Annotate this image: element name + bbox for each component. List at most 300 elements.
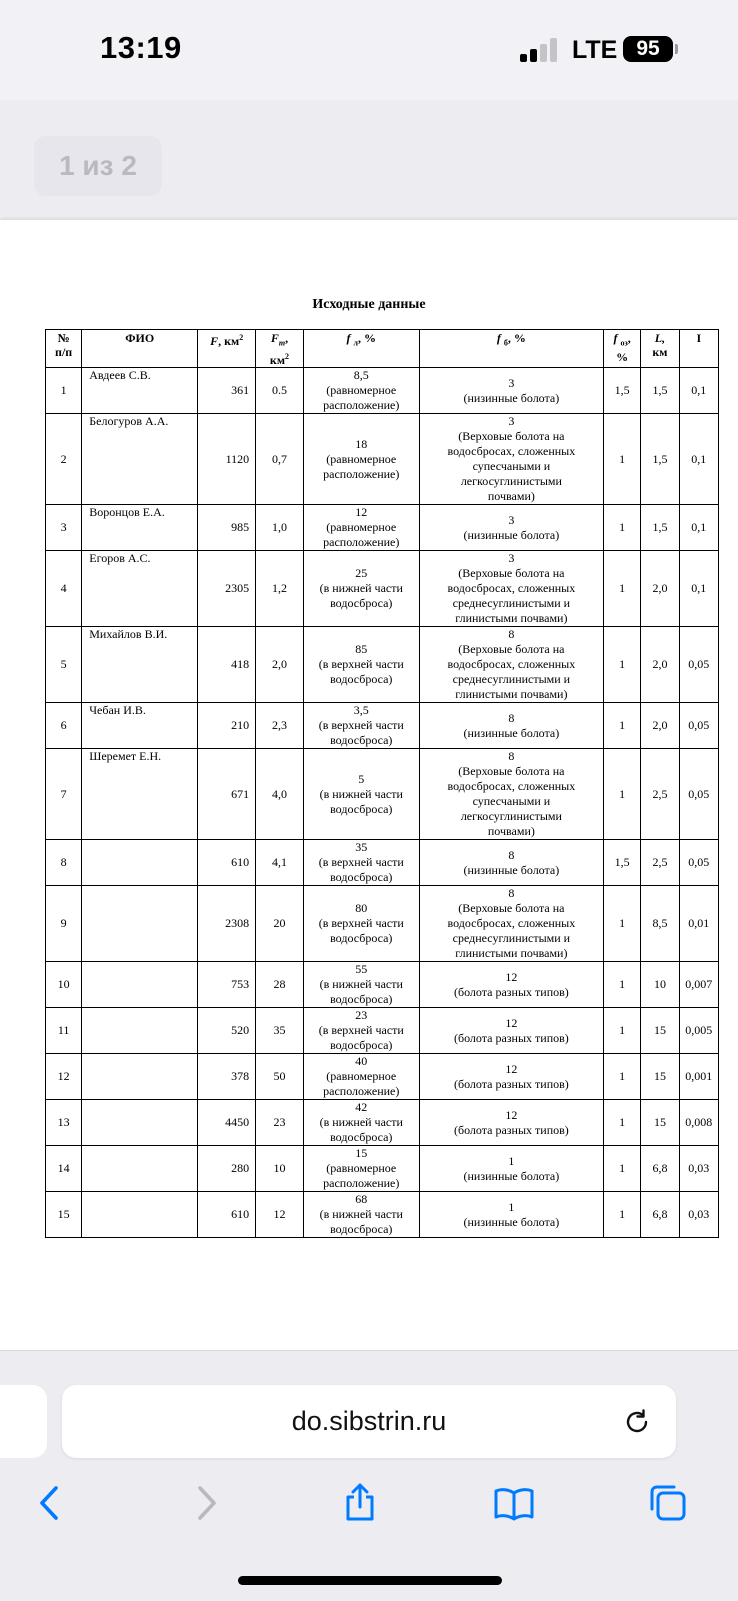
- cell-F: [198, 1008, 256, 1054]
- table-row: [46, 840, 719, 886]
- cell-fl: [303, 627, 419, 703]
- cell-text: 10: [57, 977, 70, 992]
- cell-text: 418: [231, 657, 250, 672]
- cell-text: 1,5: [652, 383, 668, 398]
- cell-n: [46, 1008, 82, 1054]
- cell-fl: [303, 551, 419, 627]
- cell-line: (равномерное: [326, 1161, 397, 1176]
- cell-F: [198, 551, 256, 627]
- cell-line: 85: [355, 642, 368, 657]
- cell-text: 4: [60, 581, 67, 596]
- cell-line: 8: [508, 847, 515, 862]
- table-row: [46, 1008, 719, 1054]
- cell-line: супесчаными и: [472, 459, 551, 474]
- cell-text: 0.5: [271, 383, 287, 398]
- cell-line: (Верховые болота на: [458, 764, 565, 779]
- cell-foz: [604, 1100, 641, 1146]
- bookmarks-icon[interactable]: [494, 1483, 534, 1523]
- cell-text: 753: [231, 977, 250, 992]
- cell-line: (болота разных типов): [453, 1076, 569, 1091]
- cell-text: Чебан И.В.: [89, 703, 146, 718]
- cell-F: [198, 703, 256, 749]
- cell-fb: [419, 505, 603, 551]
- cell-Fm: [256, 840, 304, 886]
- cell-line: 3: [508, 512, 515, 527]
- cell-line: 80: [355, 901, 368, 916]
- cell-text: 6,8: [652, 1207, 668, 1222]
- cell-foz: [604, 627, 641, 703]
- cell-line: (равномерное: [326, 451, 397, 466]
- cell-line: глинистыми почвами): [455, 946, 568, 961]
- cell-text: 5: [60, 657, 67, 672]
- cell-L: [641, 1192, 679, 1238]
- cell-line: (в верхней части: [318, 855, 404, 870]
- table-row: [46, 551, 719, 627]
- cell-text: 1,5: [614, 855, 630, 870]
- cell-text: 0,05: [688, 657, 710, 672]
- cell-text: 1: [619, 1115, 626, 1130]
- cell-name: [82, 703, 198, 749]
- cell-line: (болота разных типов): [453, 984, 569, 999]
- cell-text: 2308: [225, 916, 250, 931]
- cell-text: 8,5: [652, 916, 668, 931]
- cell-text: 520: [231, 1023, 250, 1038]
- signal-icon: [520, 38, 560, 62]
- cell-foz: [604, 1008, 641, 1054]
- cell-L: [641, 703, 679, 749]
- cell-text: 11: [57, 1023, 70, 1038]
- cell-line: 15: [355, 1146, 368, 1161]
- cell-text: Белогуров А.А.: [89, 414, 169, 429]
- cell-fl: [303, 368, 419, 414]
- cell-line: водосброса): [330, 992, 393, 1007]
- cell-fl: [303, 886, 419, 962]
- cell-text: 210: [231, 718, 250, 733]
- cell-name: [82, 414, 198, 505]
- cell-Fm: [256, 627, 304, 703]
- cell-F: [198, 1054, 256, 1100]
- cell-text: 2305: [225, 581, 250, 596]
- cell-text: 23: [273, 1115, 286, 1130]
- cell-Fm: [256, 1008, 304, 1054]
- tabs-icon[interactable]: [648, 1483, 688, 1523]
- cell-name: [82, 368, 198, 414]
- cell-I: [679, 414, 718, 505]
- home-indicator[interactable]: [238, 1576, 502, 1585]
- cell-I: [679, 703, 718, 749]
- table-row: [46, 627, 719, 703]
- cell-Fm: [256, 505, 304, 551]
- cell-text: 0,03: [688, 1207, 710, 1222]
- cell-text: 50: [273, 1069, 286, 1084]
- cell-line: (в верхней части: [318, 916, 404, 931]
- cell-L: [641, 1008, 679, 1054]
- cell-line: (равномерное: [326, 520, 397, 535]
- cell-F: [198, 1100, 256, 1146]
- header-fb: f $_б$, %: [419, 330, 603, 368]
- cell-foz: [604, 962, 641, 1008]
- cell-line: водосбросах, сложенных: [447, 657, 576, 672]
- cell-F: [198, 962, 256, 1008]
- cell-Fm: [256, 1146, 304, 1192]
- cell-line: водосбросах, сложенных: [447, 916, 576, 931]
- cell-text: Михайлов В.И.: [89, 627, 168, 642]
- cell-line: 8: [508, 710, 515, 725]
- cell-fb: [419, 749, 603, 840]
- cell-F: [198, 886, 256, 962]
- cell-text: 1,5: [652, 520, 668, 535]
- cell-F: [198, 368, 256, 414]
- cell-fb: [419, 551, 603, 627]
- cell-line: 12: [505, 1061, 518, 1076]
- cell-fb: [419, 1100, 603, 1146]
- cell-text: 2: [60, 451, 67, 466]
- cell-line: (болота разных типов): [453, 1122, 569, 1137]
- battery-level: 95: [636, 37, 660, 60]
- cell-foz: [604, 414, 641, 505]
- cell-line: (в верхней части: [318, 657, 404, 672]
- battery-icon: [623, 36, 673, 62]
- cell-F: [198, 749, 256, 840]
- cell-fb: [419, 1008, 603, 1054]
- cell-n: [46, 1146, 82, 1192]
- cell-fb: [419, 703, 603, 749]
- cell-name: [82, 551, 198, 627]
- cell-line: легкосуглинистыми: [460, 809, 562, 824]
- cell-text: 671: [231, 786, 250, 801]
- cell-Fm: [256, 749, 304, 840]
- cell-text: 0,007: [685, 977, 713, 992]
- cell-line: 55: [355, 962, 368, 977]
- cell-text: 1: [619, 657, 626, 672]
- cell-text: 15: [653, 1023, 666, 1038]
- cell-text: 0,05: [688, 718, 710, 733]
- cell-text: 1: [619, 520, 626, 535]
- cell-text: 1: [619, 1069, 626, 1084]
- cell-Fm: [256, 551, 304, 627]
- cell-n: [46, 627, 82, 703]
- cell-text: 0,1: [691, 383, 707, 398]
- cell-n: [46, 414, 82, 505]
- cell-line: 1: [508, 1199, 515, 1214]
- cell-F: [198, 627, 256, 703]
- table-row: [46, 414, 719, 505]
- cell-line: 3: [508, 551, 515, 566]
- cell-Fm: [256, 414, 304, 505]
- table-row: [46, 1100, 719, 1146]
- cell-line: 3: [508, 414, 515, 429]
- cell-fb: [419, 368, 603, 414]
- cell-text: 35: [273, 1023, 286, 1038]
- cell-text: 8: [60, 855, 67, 870]
- cell-text: 280: [231, 1161, 250, 1176]
- cell-text: 361: [231, 383, 250, 398]
- cell-I: [679, 1100, 718, 1146]
- cell-text: 4,1: [271, 855, 287, 870]
- cell-text: 0,05: [688, 786, 710, 801]
- cell-I: [679, 551, 718, 627]
- cell-line: водосброса): [330, 1038, 393, 1053]
- cell-text: 10: [653, 977, 666, 992]
- network-type: LTE: [572, 36, 618, 64]
- cell-line: супесчаными и: [472, 794, 551, 809]
- cell-fb: [419, 1192, 603, 1238]
- cell-text: 1: [619, 916, 626, 931]
- cell-name: [82, 840, 198, 886]
- cell-n: [46, 1100, 82, 1146]
- cell-text: 12: [273, 1207, 286, 1222]
- cell-text: 15: [653, 1069, 666, 1084]
- cell-line: среднесуглинистыми и: [452, 931, 571, 946]
- cell-line: 25: [355, 566, 368, 581]
- cell-text: 1: [619, 451, 626, 466]
- cell-text: 2,0: [652, 718, 668, 733]
- cell-I: [679, 1054, 718, 1100]
- cell-foz: [604, 1054, 641, 1100]
- cell-I: [679, 1008, 718, 1054]
- cell-line: 8,5: [353, 368, 369, 383]
- cell-line: 5: [358, 771, 365, 786]
- cell-F: [198, 840, 256, 886]
- cell-line: 1: [508, 1153, 515, 1168]
- cell-text: 1: [619, 977, 626, 992]
- cell-line: (в нижней части: [319, 977, 403, 992]
- cell-text: 28: [273, 977, 286, 992]
- cell-line: 12: [505, 969, 518, 984]
- cell-line: (в нижней части: [319, 581, 403, 596]
- cell-line: водосброса): [330, 1130, 393, 1145]
- cell-fl: [303, 1008, 419, 1054]
- cell-name: [82, 1054, 198, 1100]
- cell-text: 2,0: [652, 657, 668, 672]
- cell-F: [198, 1146, 256, 1192]
- back-icon[interactable]: [30, 1483, 70, 1523]
- cell-text: 15: [57, 1207, 70, 1222]
- cell-line: расположение): [323, 398, 400, 413]
- cell-Fm: [256, 1100, 304, 1146]
- cell-line: 35: [355, 840, 368, 855]
- cell-foz: [604, 368, 641, 414]
- cell-line: (в нижней части: [319, 786, 403, 801]
- cell-L: [641, 962, 679, 1008]
- cell-text: 6,8: [652, 1161, 668, 1176]
- cell-line: 8: [508, 749, 515, 764]
- cell-text: 4450: [225, 1115, 250, 1130]
- table-row: [46, 703, 719, 749]
- header-L: L, км: [641, 330, 679, 368]
- cell-line: легкосуглинистыми: [460, 474, 562, 489]
- cell-text: 1,5: [614, 383, 630, 398]
- forward-icon[interactable]: [186, 1483, 226, 1523]
- cell-text: Воронцов Е.А.: [89, 505, 165, 520]
- cell-foz: [604, 551, 641, 627]
- cell-fb: [419, 1054, 603, 1100]
- cell-text: 1: [619, 786, 626, 801]
- cell-fl: [303, 1146, 419, 1192]
- cell-text: Авдеев С.В.: [89, 368, 151, 383]
- cell-Fm: [256, 368, 304, 414]
- cell-text: 985: [231, 520, 250, 535]
- cell-L: [641, 414, 679, 505]
- cell-fb: [419, 962, 603, 1008]
- cell-line: (в нижней части: [319, 1207, 403, 1222]
- cell-name: [82, 1192, 198, 1238]
- cell-line: расположение): [323, 1084, 400, 1099]
- cell-text: 0,1: [691, 451, 707, 466]
- cell-text: 0,01: [688, 916, 710, 931]
- cell-line: 3,5: [353, 703, 369, 718]
- reload-icon[interactable]: [622, 1407, 652, 1437]
- address-bar[interactable]: [62, 1385, 676, 1458]
- cell-n: [46, 749, 82, 840]
- cell-fb: [419, 627, 603, 703]
- cell-text: 20: [273, 916, 286, 931]
- cell-text: 1: [619, 1207, 626, 1222]
- cell-line: (в нижней части: [319, 1115, 403, 1130]
- cell-n: [46, 962, 82, 1008]
- cell-L: [641, 1054, 679, 1100]
- cell-line: почвами): [487, 489, 535, 504]
- cell-line: глинистыми почвами): [455, 611, 568, 626]
- cell-F: [198, 1192, 256, 1238]
- header-fl: f $_л$, %: [303, 330, 419, 368]
- cell-text: 2,0: [271, 657, 287, 672]
- cell-L: [641, 886, 679, 962]
- cell-Fm: [256, 886, 304, 962]
- cell-L: [641, 505, 679, 551]
- cell-line: (низинные болота): [463, 527, 560, 542]
- cell-line: (Верховые болота на: [458, 901, 565, 916]
- cell-text: 378: [231, 1069, 250, 1084]
- cell-line: (Верховые болота на: [458, 429, 565, 444]
- table-row: [46, 368, 719, 414]
- cell-name: [82, 962, 198, 1008]
- cell-name: [82, 1008, 198, 1054]
- cell-line: 12: [505, 1107, 518, 1122]
- cell-fl: [303, 703, 419, 749]
- cell-line: (в верхней части: [318, 718, 404, 733]
- cell-fl: [303, 1100, 419, 1146]
- cell-text: 10: [273, 1161, 286, 1176]
- share-icon[interactable]: [340, 1483, 380, 1523]
- cell-text: 1120: [225, 451, 250, 466]
- cell-text: 12: [57, 1069, 70, 1084]
- cell-text: 7: [60, 786, 67, 801]
- cell-text: 1,5: [652, 451, 668, 466]
- cell-n: [46, 505, 82, 551]
- cell-foz: [604, 886, 641, 962]
- cell-Fm: [256, 1192, 304, 1238]
- cell-text: 2,5: [652, 855, 668, 870]
- cell-F: [198, 414, 256, 505]
- cell-text: 2,0: [652, 581, 668, 596]
- page-counter: 1 из 2: [34, 136, 162, 196]
- table-row: [46, 962, 719, 1008]
- cell-L: [641, 368, 679, 414]
- header-I: I: [679, 330, 718, 368]
- cell-I: [679, 627, 718, 703]
- cell-text: 0,005: [685, 1023, 713, 1038]
- header-F: F, $км^2$: [198, 330, 256, 368]
- status-time: 13:19: [100, 30, 182, 65]
- previous-tab-preview[interactable]: [0, 1385, 47, 1458]
- cell-foz: [604, 1146, 641, 1192]
- cell-line: 8: [508, 627, 515, 642]
- document-title: Исходные данные: [312, 297, 426, 312]
- cell-text: 1: [60, 383, 67, 398]
- cell-name: [82, 1100, 198, 1146]
- cell-text: 1,0: [271, 520, 287, 535]
- cell-name: [82, 749, 198, 840]
- header-foz: f $_{оз}$, %: [604, 330, 641, 368]
- cell-line: среднесуглинистыми и: [452, 596, 571, 611]
- cell-line: водосбросах, сложенных: [447, 779, 576, 794]
- cell-line: 18: [355, 436, 368, 451]
- cell-text: Шеремет Е.Н.: [89, 749, 162, 764]
- cell-n: [46, 368, 82, 414]
- cell-I: [679, 886, 718, 962]
- cell-n: [46, 703, 82, 749]
- cell-name: [82, 886, 198, 962]
- cell-n: [46, 551, 82, 627]
- cell-name: [82, 505, 198, 551]
- cell-line: глинистыми почвами): [455, 687, 568, 702]
- table-row: [46, 1192, 719, 1238]
- cell-foz: [604, 749, 641, 840]
- cell-L: [641, 1100, 679, 1146]
- cell-Fm: [256, 962, 304, 1008]
- cell-text: 0,001: [685, 1069, 713, 1084]
- cell-line: (низинные болота): [463, 390, 560, 405]
- table-row: [46, 749, 719, 840]
- data-table: [45, 329, 719, 1238]
- cell-line: 68: [355, 1192, 368, 1207]
- header-Fm: $F_m$, $км^2$: [256, 330, 304, 368]
- cell-Fm: [256, 703, 304, 749]
- cell-text: 2,5: [652, 786, 668, 801]
- cell-fb: [419, 414, 603, 505]
- cell-line: водосброса): [330, 870, 393, 885]
- cell-text: 1: [619, 718, 626, 733]
- cell-text: 610: [231, 855, 250, 870]
- cell-fb: [419, 840, 603, 886]
- header-num: № п/п: [46, 330, 82, 368]
- battery-tip: [675, 44, 678, 54]
- document-page[interactable]: [0, 220, 738, 1350]
- cell-line: (низинные болота): [463, 725, 560, 740]
- cell-line: (низинные болота): [463, 862, 560, 877]
- cell-line: (Верховые болота на: [458, 566, 565, 581]
- cell-text: 0,03: [688, 1161, 710, 1176]
- table-row: [46, 1054, 719, 1100]
- cell-text: 9: [60, 916, 67, 931]
- cell-fl: [303, 505, 419, 551]
- cell-line: (в верхней части: [318, 1023, 404, 1038]
- cell-n: [46, 1192, 82, 1238]
- header-name: ФИО: [82, 330, 198, 368]
- cell-line: водосброса): [330, 931, 393, 946]
- cell-I: [679, 1192, 718, 1238]
- cell-foz: [604, 840, 641, 886]
- cell-line: водосброса): [330, 801, 393, 816]
- cell-fb: [419, 1146, 603, 1192]
- cell-text: 15: [653, 1115, 666, 1130]
- cell-line: расположение): [323, 466, 400, 481]
- cell-text: 610: [231, 1207, 250, 1222]
- cell-text: 1,2: [271, 581, 287, 596]
- cell-foz: [604, 1192, 641, 1238]
- cell-line: 12: [355, 505, 368, 520]
